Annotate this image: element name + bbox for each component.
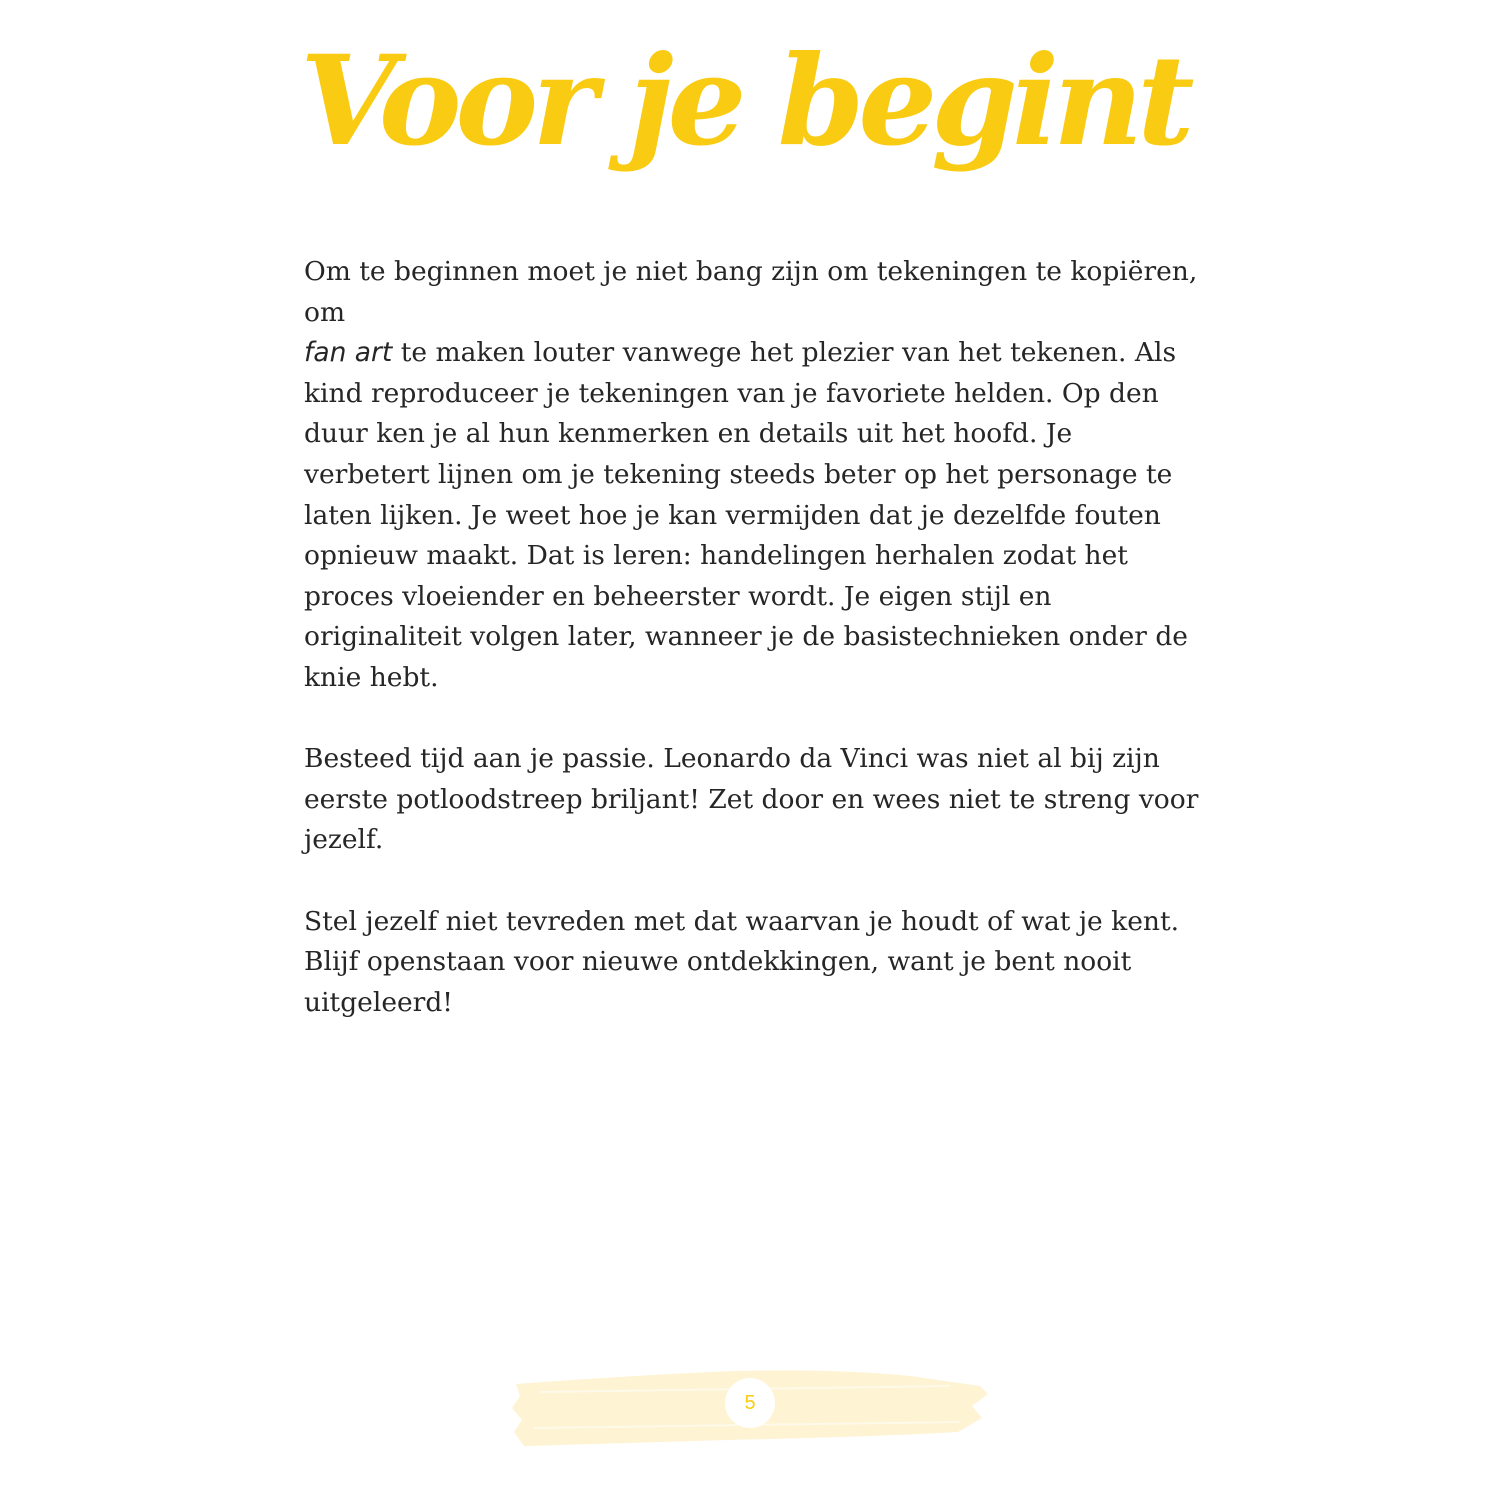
paragraph-1-rest: te maken louter vanwege het plezier van het tekenen. Als kind reproduceer je tekeningen van je favoriete helden. Op den duur ken je al hun kenmerken en details uit het hoofd. Je verbetert lijnen om je tekening steeds beter op het personage te laten lijken. Je weet hoe je kan vermijden dat je dezelfde fouten opnieuw maakt. Dat is leren: handelingen herhalen zodat het proces vloeiender en beheerster wordt. Je eigen stijl en originaliteit volgen later, wanneer je de basistechnieken onder de knie hebt. bbox=[304, 337, 1188, 693]
paragraph-1-intro: Om te beginnen moet je niet bang zijn om tekeningen te kopiëren, om bbox=[304, 256, 1198, 328]
paragraph-1 bbox=[304, 252, 1200, 699]
paragraph-1-emphasis: fan art bbox=[304, 337, 393, 369]
paragraph-3: Stel jezelf niet tevreden met dat waarvan je houdt of wat je kent. Blijf openstaan voor nieuwe ontdekkingen, want je bent nooit uitgeleerd! bbox=[304, 905, 1180, 1018]
page-number: 5 bbox=[725, 1378, 775, 1428]
body-text bbox=[304, 252, 1200, 1064]
page-title: Voor je begint bbox=[300, 29, 1189, 174]
paragraph-2: Besteed tijd aan je passie. Leonardo da Vinci was niet al bij zijn eerste potloodstreep briljant! Zet door en wees niet te streng voor jezelf. bbox=[304, 743, 1199, 856]
